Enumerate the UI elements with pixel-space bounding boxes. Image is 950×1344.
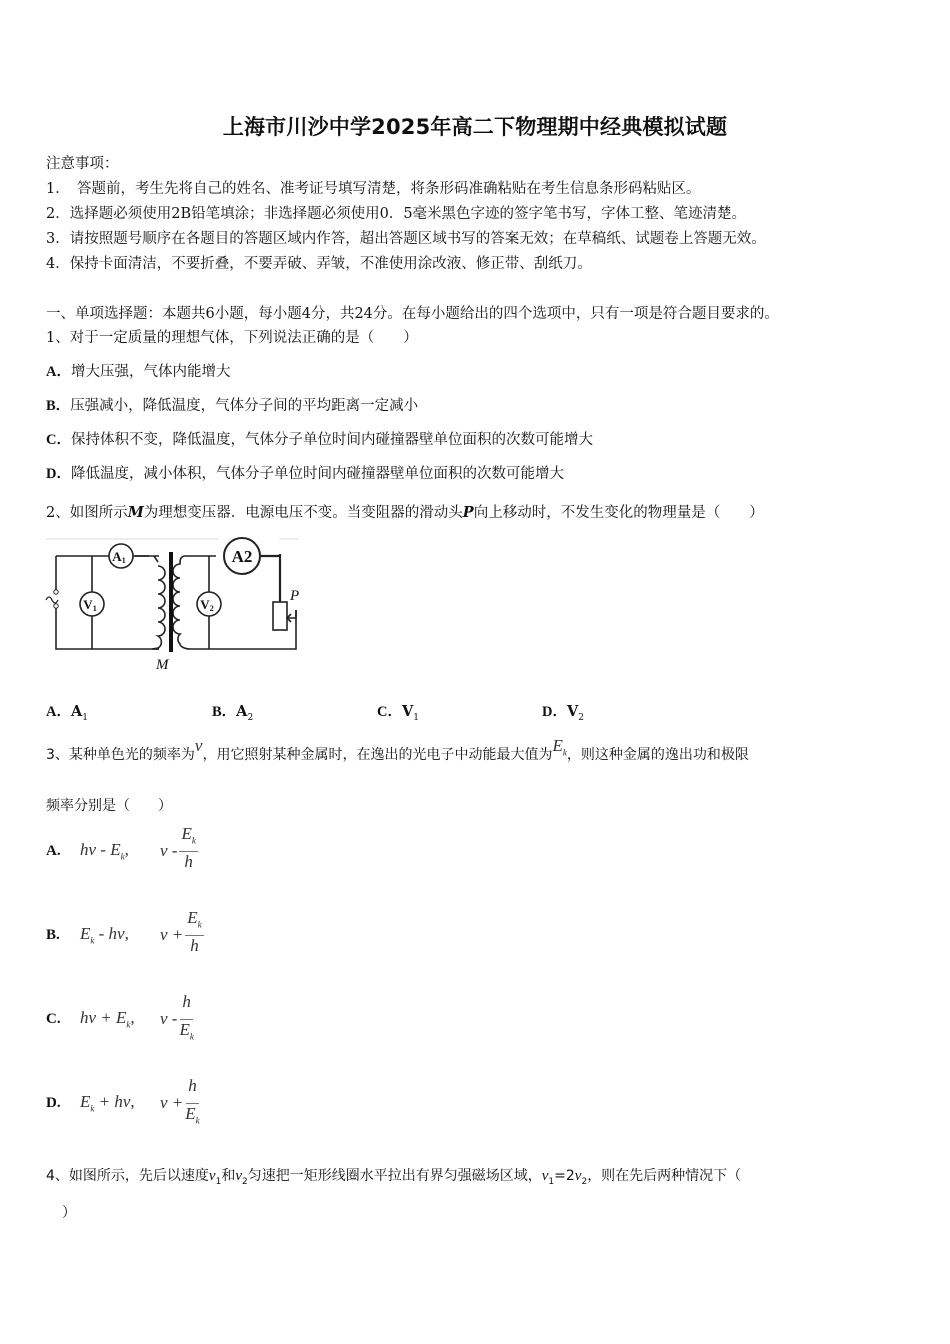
work-function-expr: hν - E <box>80 840 121 860</box>
q3-stem-line2: 频率分别是（ ） <box>46 798 172 814</box>
option-text: 降低温度，减小体积，气体分子单位时间内碰撞器壁单位面积的次数可能增大 <box>70 466 564 482</box>
option-label: A． <box>46 364 71 380</box>
option-label: D． <box>46 466 71 482</box>
q3-stem-text: ，则这种金属的逸出功和极限 <box>566 747 749 763</box>
option-subscript: 1 <box>82 712 88 723</box>
option-label: B． <box>46 398 71 414</box>
q2-stem <box>46 501 764 522</box>
q2-option-b <box>212 700 253 723</box>
q3-stem-text: 3、某种单色光的频率为 <box>46 747 195 763</box>
option-subscript: 2 <box>578 712 584 723</box>
page-title: 上海市川沙中学2025年高二下物理期中经典模拟试题 <box>222 115 728 139</box>
numerator: E <box>187 908 198 928</box>
option-label: D． <box>542 704 567 720</box>
symbol-sub: 1 <box>548 1176 555 1187</box>
symbol-nu: ν <box>194 736 203 755</box>
q3-option-a: A. hν - $E_k$, ν - $\frac{E_k}{h}$ <box>46 828 198 874</box>
option-text: V <box>401 703 414 720</box>
symbol-sub: 2 <box>581 1176 588 1187</box>
section-heading: 一、单项选择题：本题共6小题，每小题4分，共24分。在每小题给出的四个选项中，只有一项是符合题目要求的。 <box>46 306 779 322</box>
q3-option-b: B. $E_k$ - hν, ν + $\frac{E_k}{h}$ <box>46 912 204 958</box>
fraction <box>185 1076 199 1130</box>
symbol-sub: 2 <box>242 1176 248 1187</box>
symbol-ek: E <box>552 736 563 755</box>
expr-sub: k <box>126 1019 131 1030</box>
symbol-m: M <box>127 504 144 521</box>
option-subscript: 1 <box>413 712 419 723</box>
option-text: V <box>566 703 579 720</box>
threshold-freq-expr: ν - <box>160 841 178 860</box>
symbol-v2: v <box>235 1168 242 1184</box>
work-function-expr: E <box>80 1092 91 1112</box>
q3-stem <box>46 736 749 765</box>
threshold-freq-expr: ν + <box>160 925 184 944</box>
option-text: A <box>236 703 248 720</box>
denominator-sub: k <box>189 1030 194 1041</box>
expr-sub: k <box>90 1103 95 1114</box>
slider-p-label: P <box>290 588 300 604</box>
work-function-expr: E <box>80 924 91 944</box>
q1-stem: 1、对于一定质量的理想气体，下列说法正确的是（ ） <box>46 330 418 346</box>
ammeter-a1-label: A1 <box>112 549 126 565</box>
q4-stem-text: ，则在先后两种情况下（ <box>587 1168 742 1184</box>
q3-option-d: D. $E_k + h\nu$, ν + $\frac{h}{E_k}$ <box>46 1080 200 1126</box>
numerator: h <box>182 992 191 1012</box>
denominator-sub: k <box>195 1114 200 1125</box>
q2-option-c <box>377 700 419 723</box>
option-label: A． <box>46 704 71 720</box>
q3-option-c: C. $h\nu + E_k$, ν - $\frac{h}{E_k}$ <box>46 996 194 1042</box>
q1-option-b <box>46 394 418 415</box>
symbol-v1: v <box>541 1168 549 1184</box>
expr-tail: + hν <box>94 1092 131 1112</box>
q4-stem-text: 和 <box>221 1168 236 1184</box>
threshold-freq-expr: ν + <box>160 1093 184 1112</box>
option-label: B. <box>46 926 60 943</box>
relation-text: =2 <box>554 1168 575 1184</box>
symbol-v2: v <box>574 1168 582 1184</box>
fraction <box>185 908 203 962</box>
fraction <box>179 992 193 1046</box>
notice-item-2: 2．选择题必须使用2B铅笔填涂；非选择题必须使用0．5毫米黑色字迹的签字笔书写，字体工整、笔迹清楚。 <box>46 206 747 222</box>
voltmeter-v2-label: V2 <box>200 597 214 613</box>
transformer-circuit-diagram <box>44 532 334 677</box>
symbol-sub: 1 <box>215 1176 222 1187</box>
q2-stem-text: 向上移动时，不发生变化的物理量是（ ） <box>473 505 764 521</box>
option-text: 压强减小，降低温度，气体分子间的平均距离一定减小 <box>70 398 419 414</box>
transformer-m-label: M <box>156 657 169 673</box>
work-function-expr: hν + E <box>80 1008 127 1028</box>
option-subscript: 2 <box>247 712 254 723</box>
denominator: E <box>185 1103 196 1123</box>
threshold-freq-expr: ν - <box>160 1009 178 1028</box>
numerator-sub: k <box>191 835 196 846</box>
q1-option-a <box>46 360 230 381</box>
q1-option-c <box>46 428 593 449</box>
option-label: C. <box>46 1010 61 1027</box>
option-text: A <box>70 703 83 720</box>
option-text: 保持体积不变，降低温度，气体分子单位时间内碰撞器壁单位面积的次数可能增大 <box>70 432 593 448</box>
q3-stem-text: ，用它照射某种金属时，在逸出的光电子中动能最大值为 <box>202 747 553 763</box>
q2-option-a <box>46 700 88 723</box>
denominator: h <box>184 851 193 871</box>
symbol-p: P <box>462 504 474 521</box>
expr-tail: - hν <box>94 924 125 944</box>
q2-stem-text: 2、如图所示 <box>46 505 128 521</box>
expr-sub: k <box>90 935 95 946</box>
denominator: E <box>179 1019 190 1039</box>
option-label: B． <box>212 704 237 720</box>
denominator: h <box>190 935 199 955</box>
voltmeter-v1-label: V1 <box>83 597 97 613</box>
q1-option-d <box>46 462 564 483</box>
option-label: A. <box>46 842 61 859</box>
q2-option-d <box>542 700 584 723</box>
symbol-v1: v <box>208 1168 216 1184</box>
numerator: h <box>188 1076 197 1096</box>
notice-heading: 注意事项： <box>46 156 119 172</box>
numerator: E <box>181 824 192 844</box>
option-label: D. <box>46 1094 61 1111</box>
notice-item-1: 1． 答题前，考生先将自己的姓名、准考证号填写清楚，将条形码准确粘贴在考生信息条形码粘贴区。 <box>46 181 701 197</box>
numerator-sub: k <box>197 919 202 930</box>
expr-sub: k <box>120 851 125 862</box>
q4-stem <box>46 1165 741 1187</box>
ammeter-a2-label: A2 <box>231 547 253 566</box>
option-text: 增大压强，气体内能增大 <box>70 364 231 380</box>
option-label: C． <box>46 432 71 448</box>
q2-stem-text: 为理想变压器．电源电压不变。当变阻器的滑动头 <box>143 505 463 521</box>
notice-item-3: 3．请按照题号顺序在各题目的答题区域内作答，超出答题区域书写的答案无效；在草稿纸、试题卷上答题无效。 <box>46 231 766 247</box>
notice-item-4: 4．保持卡面清洁，不要折叠，不要弄破、弄皱，不准使用涂改液、修正带、刮纸刀。 <box>46 256 592 272</box>
q4-stem-text: 4、如图所示，先后以速度 <box>46 1168 209 1184</box>
option-label: C． <box>377 704 402 720</box>
symbol-ek-sub: k <box>562 747 567 758</box>
fraction <box>179 824 197 878</box>
q4-stem-text: 匀速把一矩形线圈水平拉出有界匀强磁场区域， <box>247 1168 542 1184</box>
q4-stem-line2: ） <box>62 1205 76 1221</box>
